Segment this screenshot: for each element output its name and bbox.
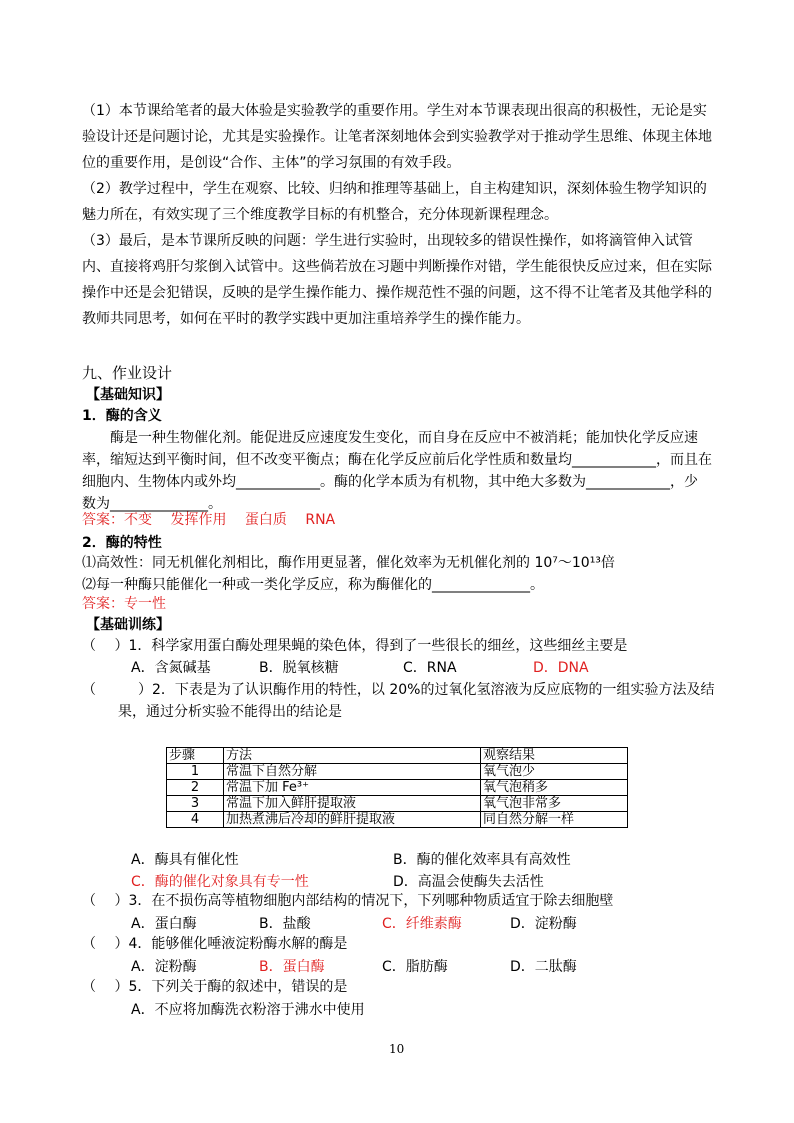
table-cell: 加热煮沸后冷却的鲜肝提取液 (224, 812, 481, 828)
table-cell: 氧气泡少 (481, 764, 628, 780)
q2-option-b: B．酶的催化效率具有高效性 (393, 852, 571, 868)
header-method: 方法 (224, 748, 481, 764)
basic-training-label: 【基础训练】 (86, 617, 170, 633)
section-2-title: 2．酶的特性 (82, 535, 162, 551)
header-result: 观察结果 (481, 748, 628, 764)
table-cell: 常温下自然分解 (224, 764, 481, 780)
q3-option-a: A．蛋白酶 (131, 916, 197, 932)
q2-stem-line-2: 果，通过分析实验不能得出的结论是 (118, 704, 342, 720)
q1-option-c: C．RNA (403, 660, 457, 676)
q5-stem: （ ）5．下列关于酶的叙述中，错误的是 (82, 979, 348, 995)
section-heading: 九、作业设计 (82, 364, 173, 382)
section-1-title: 1．酶的含义 (82, 408, 162, 424)
experiment-table (166, 747, 628, 828)
q2-stem-line-1: （ ）2．下表是为了认识酶作用的特性，以 20%的过氧化氢溶液为反应底物的一组实验方法及结 (82, 682, 715, 698)
table-cell: 常温下加入鲜肝提取液 (224, 796, 481, 812)
table-cell: 氧气泡稍多 (481, 780, 628, 796)
table-row (167, 796, 628, 812)
s2-answer: 答案：专一性 (82, 596, 166, 612)
q3-option-c: C．纤维素酶 (382, 916, 462, 932)
s2-line-2: ⑵每一种酶只能催化一种或一类化学反应，称为酶催化的______________。 (82, 577, 544, 593)
q2-option-d: D．高温会使酶失去活性 (393, 874, 544, 890)
reflection-paragraph-1: （1）本节课给笔者的最大体验是实验教学的重要作用。学生对本节课表现出很高的积极性，无论是实验设计还是问题讨论，尤其是实验操作。让笔者深刻地体会到实验教学对于推动学生思维、体现主体地位的重要作用，是创设“合作、主体”的学习氛围的有效手段。 (82, 103, 712, 171)
s2-line-1: ⑴高效性：同无机催化剂相比，酶作用更显著，催化效率为无机催化剂的 10⁷～10¹³倍 (82, 555, 615, 571)
q4-option-b: B．蛋白酶 (259, 959, 325, 975)
table-cell: 3 (167, 796, 224, 812)
reflection-paragraph-2: （2）教学过程中，学生在观察、比较、归纳和推理等基础上，自主构建知识，深刻体验生物学知识的魅力所在，有效实现了三个维度教学目标的有机整合，充分体现新课程理念。 (82, 181, 707, 223)
q5-option-a: A．不应将加酶洗衣粉溶于沸水中使用 (131, 1002, 365, 1018)
table-row (167, 780, 628, 796)
table-row (167, 764, 628, 780)
q3-option-b: B．盐酸 (259, 916, 311, 932)
table-cell: 常温下加 Fe³⁺ (224, 780, 481, 796)
q4-option-c: C．脂肪酶 (382, 959, 448, 975)
basic-knowledge-label: 【基础知识】 (86, 387, 170, 403)
table-cell: 4 (167, 812, 224, 828)
table-cell: 1 (167, 764, 224, 780)
s1-answer: 答案：不变 发挥作用 蛋白质 RNA (82, 512, 336, 528)
q1-stem: （ ）1．科学家用蛋白酶处理果蝇的染色体，得到了一些很长的细丝，这些细丝主要是 (82, 638, 628, 654)
s1-line-3: 细胞内、生物体内或外均____________。酶的化学本质为有机物，其中绝大多数为____________，少 (82, 474, 698, 490)
q3-option-d: D．淀粉酶 (510, 916, 577, 932)
q1-option-d: D．DNA (533, 660, 589, 676)
s1-line-2: 率，缩短达到平衡时间，但不改变平衡点；酶在化学反应前后化学性质和数量均____________，而且在 (82, 452, 712, 468)
s1-line-1: 酶是一种生物催化剂。能促进反应速度发生变化，而自身在反应中不被消耗；能加快化学反应速 (110, 430, 698, 446)
q4-option-d: D．二肽酶 (510, 959, 577, 975)
table-header-row (167, 748, 628, 764)
q1-option-a: A．含氮碱基 (131, 660, 211, 676)
table-row (167, 812, 628, 828)
q4-option-a: A．淀粉酶 (131, 959, 197, 975)
table-cell: 2 (167, 780, 224, 796)
q4-stem: （ ）4．能够催化唾液淀粉酶水解的酶是 (82, 936, 348, 952)
q1-option-b: B．脱氧核糖 (259, 660, 339, 676)
s1-line-4: 数为______________。 (82, 496, 222, 512)
table-cell: 同自然分解一样 (481, 812, 628, 828)
q2-option-a: A．酶具有催化性 (131, 852, 239, 868)
q3-stem: （ ）3．在不损伤高等植物细胞内部结构的情况下，下列哪种物质适宜于除去细胞壁 (82, 893, 614, 909)
reflection-paragraph-3: （3）最后，是本节课所反映的问题：学生进行实验时，出现较多的错误性操作，如将滴管伸入试管内、直接将鸡肝匀浆倒入试管中。这些倘若放在习题中判断操作对错，学生能很快反应过来，但在实际操作中还是会犯错误，反映的是学生操作能力、操作规范性不强的问题，这不得不让笔者及其他学科的教师共同思考，如何在平时的教学实践中更加注重培养学生的操作能力。 (82, 233, 712, 327)
header-step: 步骤 (167, 748, 224, 764)
table-cell: 氧气泡非常多 (481, 796, 628, 812)
q2-option-c: C．酶的催化对象具有专一性 (131, 874, 309, 890)
page-number: 10 (389, 1042, 405, 1056)
